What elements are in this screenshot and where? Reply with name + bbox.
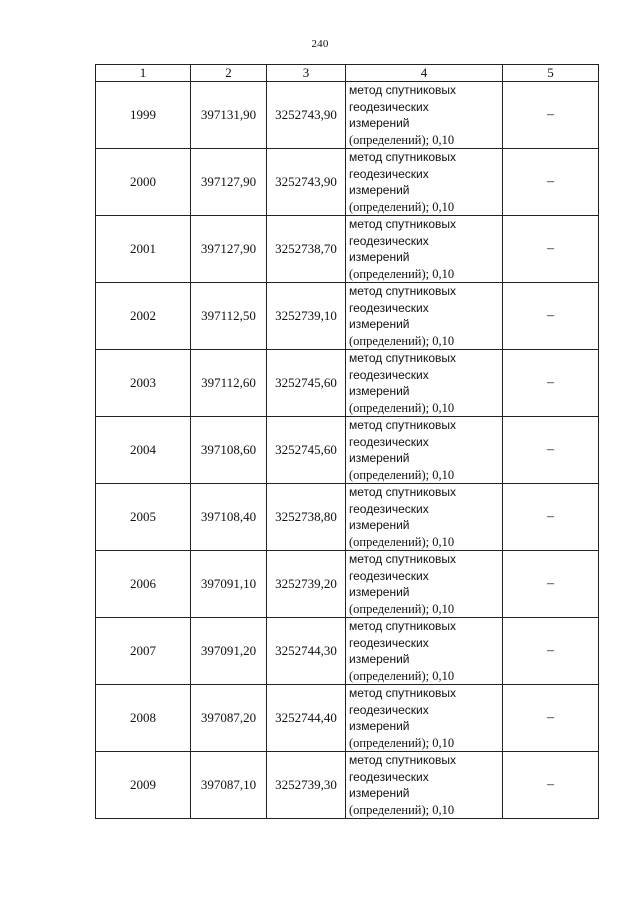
method-line: измерений bbox=[349, 786, 410, 800]
y-coordinate-cell: 3252739,20 bbox=[267, 551, 346, 618]
method-line: (определений); 0,10 bbox=[349, 266, 455, 281]
method-cell bbox=[346, 551, 503, 618]
method-line: (определений); 0,10 bbox=[349, 199, 455, 214]
point-number-cell: 2000 bbox=[96, 149, 191, 216]
method-cell bbox=[346, 283, 503, 350]
description-cell: – bbox=[503, 618, 599, 685]
method-line: геодезических bbox=[349, 300, 429, 315]
method-line: измерений bbox=[349, 317, 410, 331]
method-line: метод спутниковых bbox=[349, 552, 457, 566]
page-number: 240 bbox=[311, 38, 329, 50]
method-line: геодезических bbox=[349, 635, 429, 650]
x-coordinate-cell: 397087,10 bbox=[191, 752, 267, 819]
method-line: метод спутниковых bbox=[349, 284, 457, 298]
method-line: измерений bbox=[349, 719, 410, 733]
method-line: измерений bbox=[349, 652, 410, 666]
method-line: метод спутниковых bbox=[349, 619, 457, 633]
method-line: (определений); 0,10 bbox=[349, 534, 455, 549]
table-row bbox=[96, 685, 599, 752]
method-line: геодезических bbox=[349, 702, 429, 717]
method-line: измерений bbox=[349, 250, 410, 264]
method-cell bbox=[346, 216, 503, 283]
method-line: (определений); 0,10 bbox=[349, 802, 455, 817]
table-row bbox=[96, 216, 599, 283]
method-line: метод спутниковых bbox=[349, 753, 457, 767]
table-row bbox=[96, 350, 599, 417]
method-cell bbox=[346, 417, 503, 484]
method-line: геодезических bbox=[349, 367, 429, 382]
method-line: измерений bbox=[349, 585, 410, 599]
header-row bbox=[96, 65, 599, 82]
method-cell bbox=[346, 149, 503, 216]
y-coordinate-cell: 3252739,30 bbox=[267, 752, 346, 819]
point-number-cell: 2006 bbox=[96, 551, 191, 618]
x-coordinate-cell: 397091,10 bbox=[191, 551, 267, 618]
method-cell bbox=[346, 618, 503, 685]
method-line: геодезических bbox=[349, 233, 429, 248]
y-coordinate-cell: 3252743,90 bbox=[267, 149, 346, 216]
method-line: геодезических bbox=[349, 99, 429, 114]
point-number-cell: 2004 bbox=[96, 417, 191, 484]
table-row bbox=[96, 283, 599, 350]
x-coordinate-cell: 397127,90 bbox=[191, 216, 267, 283]
description-cell: – bbox=[503, 551, 599, 618]
y-coordinate-cell: 3252743,90 bbox=[267, 82, 346, 149]
method-line: (определений); 0,10 bbox=[349, 601, 455, 616]
description-cell: – bbox=[503, 216, 599, 283]
description-cell: – bbox=[503, 417, 599, 484]
y-coordinate-cell: 3252745,60 bbox=[267, 350, 346, 417]
method-line: геодезических bbox=[349, 434, 429, 449]
y-coordinate-cell: 3252745,60 bbox=[267, 417, 346, 484]
method-cell bbox=[346, 350, 503, 417]
y-coordinate-cell: 3252738,80 bbox=[267, 484, 346, 551]
table-header bbox=[96, 65, 599, 82]
table-row bbox=[96, 618, 599, 685]
method-line: метод спутниковых bbox=[349, 418, 457, 432]
table-row bbox=[96, 149, 599, 216]
table-row bbox=[96, 752, 599, 819]
description-cell: – bbox=[503, 350, 599, 417]
method-line: измерений bbox=[349, 518, 410, 532]
header-col-2: 2 bbox=[191, 65, 267, 82]
method-line: измерений bbox=[349, 384, 410, 398]
header-col-1: 1 bbox=[96, 65, 191, 82]
method-line: метод спутниковых bbox=[349, 686, 457, 700]
point-number-cell: 2003 bbox=[96, 350, 191, 417]
method-line: метод спутниковых bbox=[349, 217, 457, 231]
method-line: (определений); 0,10 bbox=[349, 333, 455, 348]
table-body bbox=[96, 82, 599, 819]
table-row bbox=[96, 82, 599, 149]
method-line: метод спутниковых bbox=[349, 485, 457, 499]
method-line: (определений); 0,10 bbox=[349, 735, 455, 750]
method-line: метод спутниковых bbox=[349, 351, 457, 365]
x-coordinate-cell: 397112,60 bbox=[191, 350, 267, 417]
point-number-cell: 2005 bbox=[96, 484, 191, 551]
method-line: геодезических bbox=[349, 501, 429, 516]
point-number-cell: 2007 bbox=[96, 618, 191, 685]
description-cell: – bbox=[503, 283, 599, 350]
coordinates-table bbox=[95, 64, 599, 819]
x-coordinate-cell: 397087,20 bbox=[191, 685, 267, 752]
x-coordinate-cell: 397108,60 bbox=[191, 417, 267, 484]
method-line: геодезических bbox=[349, 568, 429, 583]
table-row bbox=[96, 551, 599, 618]
y-coordinate-cell: 3252739,10 bbox=[267, 283, 346, 350]
x-coordinate-cell: 397127,90 bbox=[191, 149, 267, 216]
x-coordinate-cell: 397112,50 bbox=[191, 283, 267, 350]
method-line: измерений bbox=[349, 116, 410, 130]
point-number-cell: 2008 bbox=[96, 685, 191, 752]
header-col-5: 5 bbox=[503, 65, 599, 82]
x-coordinate-cell: 397091,20 bbox=[191, 618, 267, 685]
header-col-4: 4 bbox=[346, 65, 503, 82]
method-cell bbox=[346, 752, 503, 819]
y-coordinate-cell: 3252738,70 bbox=[267, 216, 346, 283]
y-coordinate-cell: 3252744,40 bbox=[267, 685, 346, 752]
method-line: метод спутниковых bbox=[349, 150, 457, 164]
method-line: (определений); 0,10 bbox=[349, 467, 455, 482]
header-col-3: 3 bbox=[267, 65, 346, 82]
table-row bbox=[96, 417, 599, 484]
description-cell: – bbox=[503, 82, 599, 149]
description-cell: – bbox=[503, 484, 599, 551]
method-line: (определений); 0,10 bbox=[349, 668, 455, 683]
point-number-cell: 1999 bbox=[96, 82, 191, 149]
method-line: (определений); 0,10 bbox=[349, 132, 455, 147]
description-cell: – bbox=[503, 685, 599, 752]
point-number-cell: 2009 bbox=[96, 752, 191, 819]
method-line: метод спутниковых bbox=[349, 83, 457, 97]
method-cell bbox=[346, 685, 503, 752]
method-line: измерений bbox=[349, 183, 410, 197]
x-coordinate-cell: 397131,90 bbox=[191, 82, 267, 149]
method-cell bbox=[346, 82, 503, 149]
point-number-cell: 2002 bbox=[96, 283, 191, 350]
method-line: геодезических bbox=[349, 166, 429, 181]
method-line: (определений); 0,10 bbox=[349, 400, 455, 415]
description-cell: – bbox=[503, 149, 599, 216]
y-coordinate-cell: 3252744,30 bbox=[267, 618, 346, 685]
table-row bbox=[96, 484, 599, 551]
method-line: измерений bbox=[349, 451, 410, 465]
description-cell: – bbox=[503, 752, 599, 819]
method-cell bbox=[346, 484, 503, 551]
point-number-cell: 2001 bbox=[96, 216, 191, 283]
x-coordinate-cell: 397108,40 bbox=[191, 484, 267, 551]
method-line: геодезических bbox=[349, 769, 429, 784]
